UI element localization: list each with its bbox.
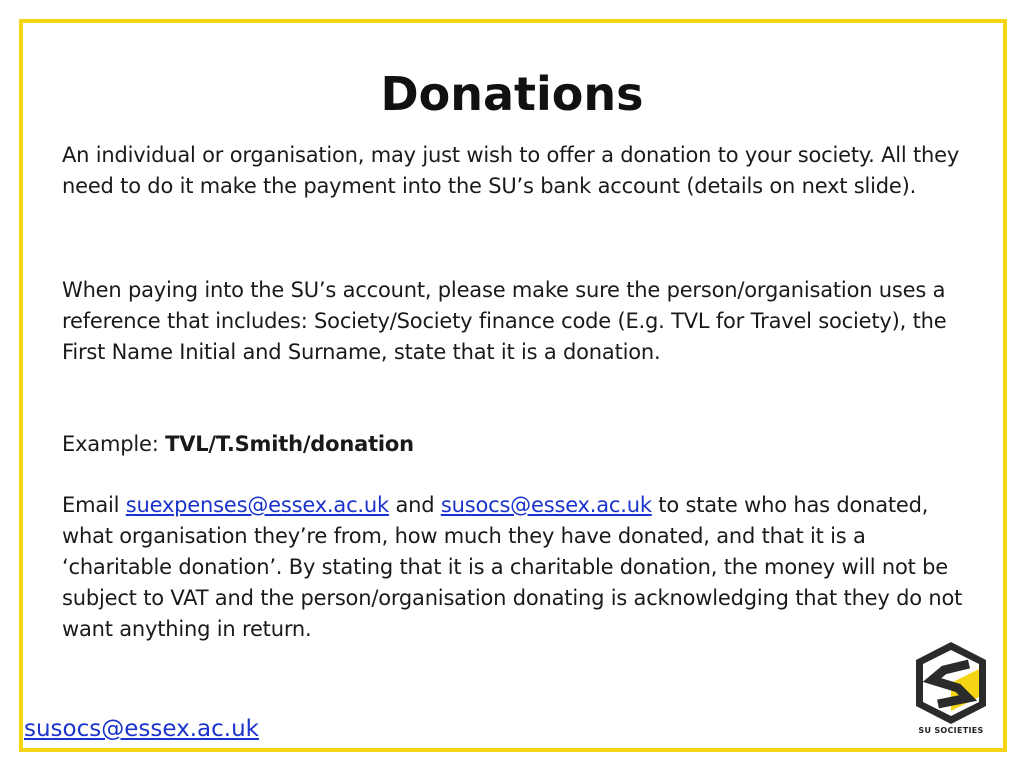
- example-label: Example:: [62, 432, 159, 456]
- su-societies-logo: [914, 640, 988, 740]
- reference-paragraph: When paying into the SU’s account, please make sure the person/organisation uses a reference that includes: Society/Society finance code (E.g. TVL for Travel society), the First Name Initial and Surname, state that it is a donation.: [62, 278, 947, 364]
- example-reference: TVL/T.Smith/donation: [165, 432, 414, 456]
- su-societies-logo-icon: [914, 640, 988, 726]
- suexpenses-email-link[interactable]: suexpenses@essex.ac.uk: [125, 493, 389, 517]
- slide-title: Donations: [380, 67, 644, 121]
- logo-caption: SU SOCIETIES: [918, 726, 984, 735]
- susocs-email-link[interactable]: susocs@essex.ac.uk: [440, 493, 652, 517]
- email-connector: and: [395, 493, 435, 517]
- email-suffix: to state who has donated, what organisation they’re from, how much they have donated, and that it is a ‘charitable donation’. By stating that it is a charitable donation, the money will not be subject to VAT and the person/organisation donating is acknowledging that they do not want anything in return.: [62, 493, 963, 641]
- email-paragraph: [62, 490, 972, 645]
- email-prefix: Email: [62, 493, 120, 517]
- example-line: [62, 429, 972, 460]
- intro-paragraph: An individual or organisation, may just wish to offer a donation to your society. All they need to do it make the payment into the SU’s bank account (details on next slide).: [62, 143, 960, 198]
- footer-email-link[interactable]: susocs@essex.ac.uk: [24, 716, 259, 742]
